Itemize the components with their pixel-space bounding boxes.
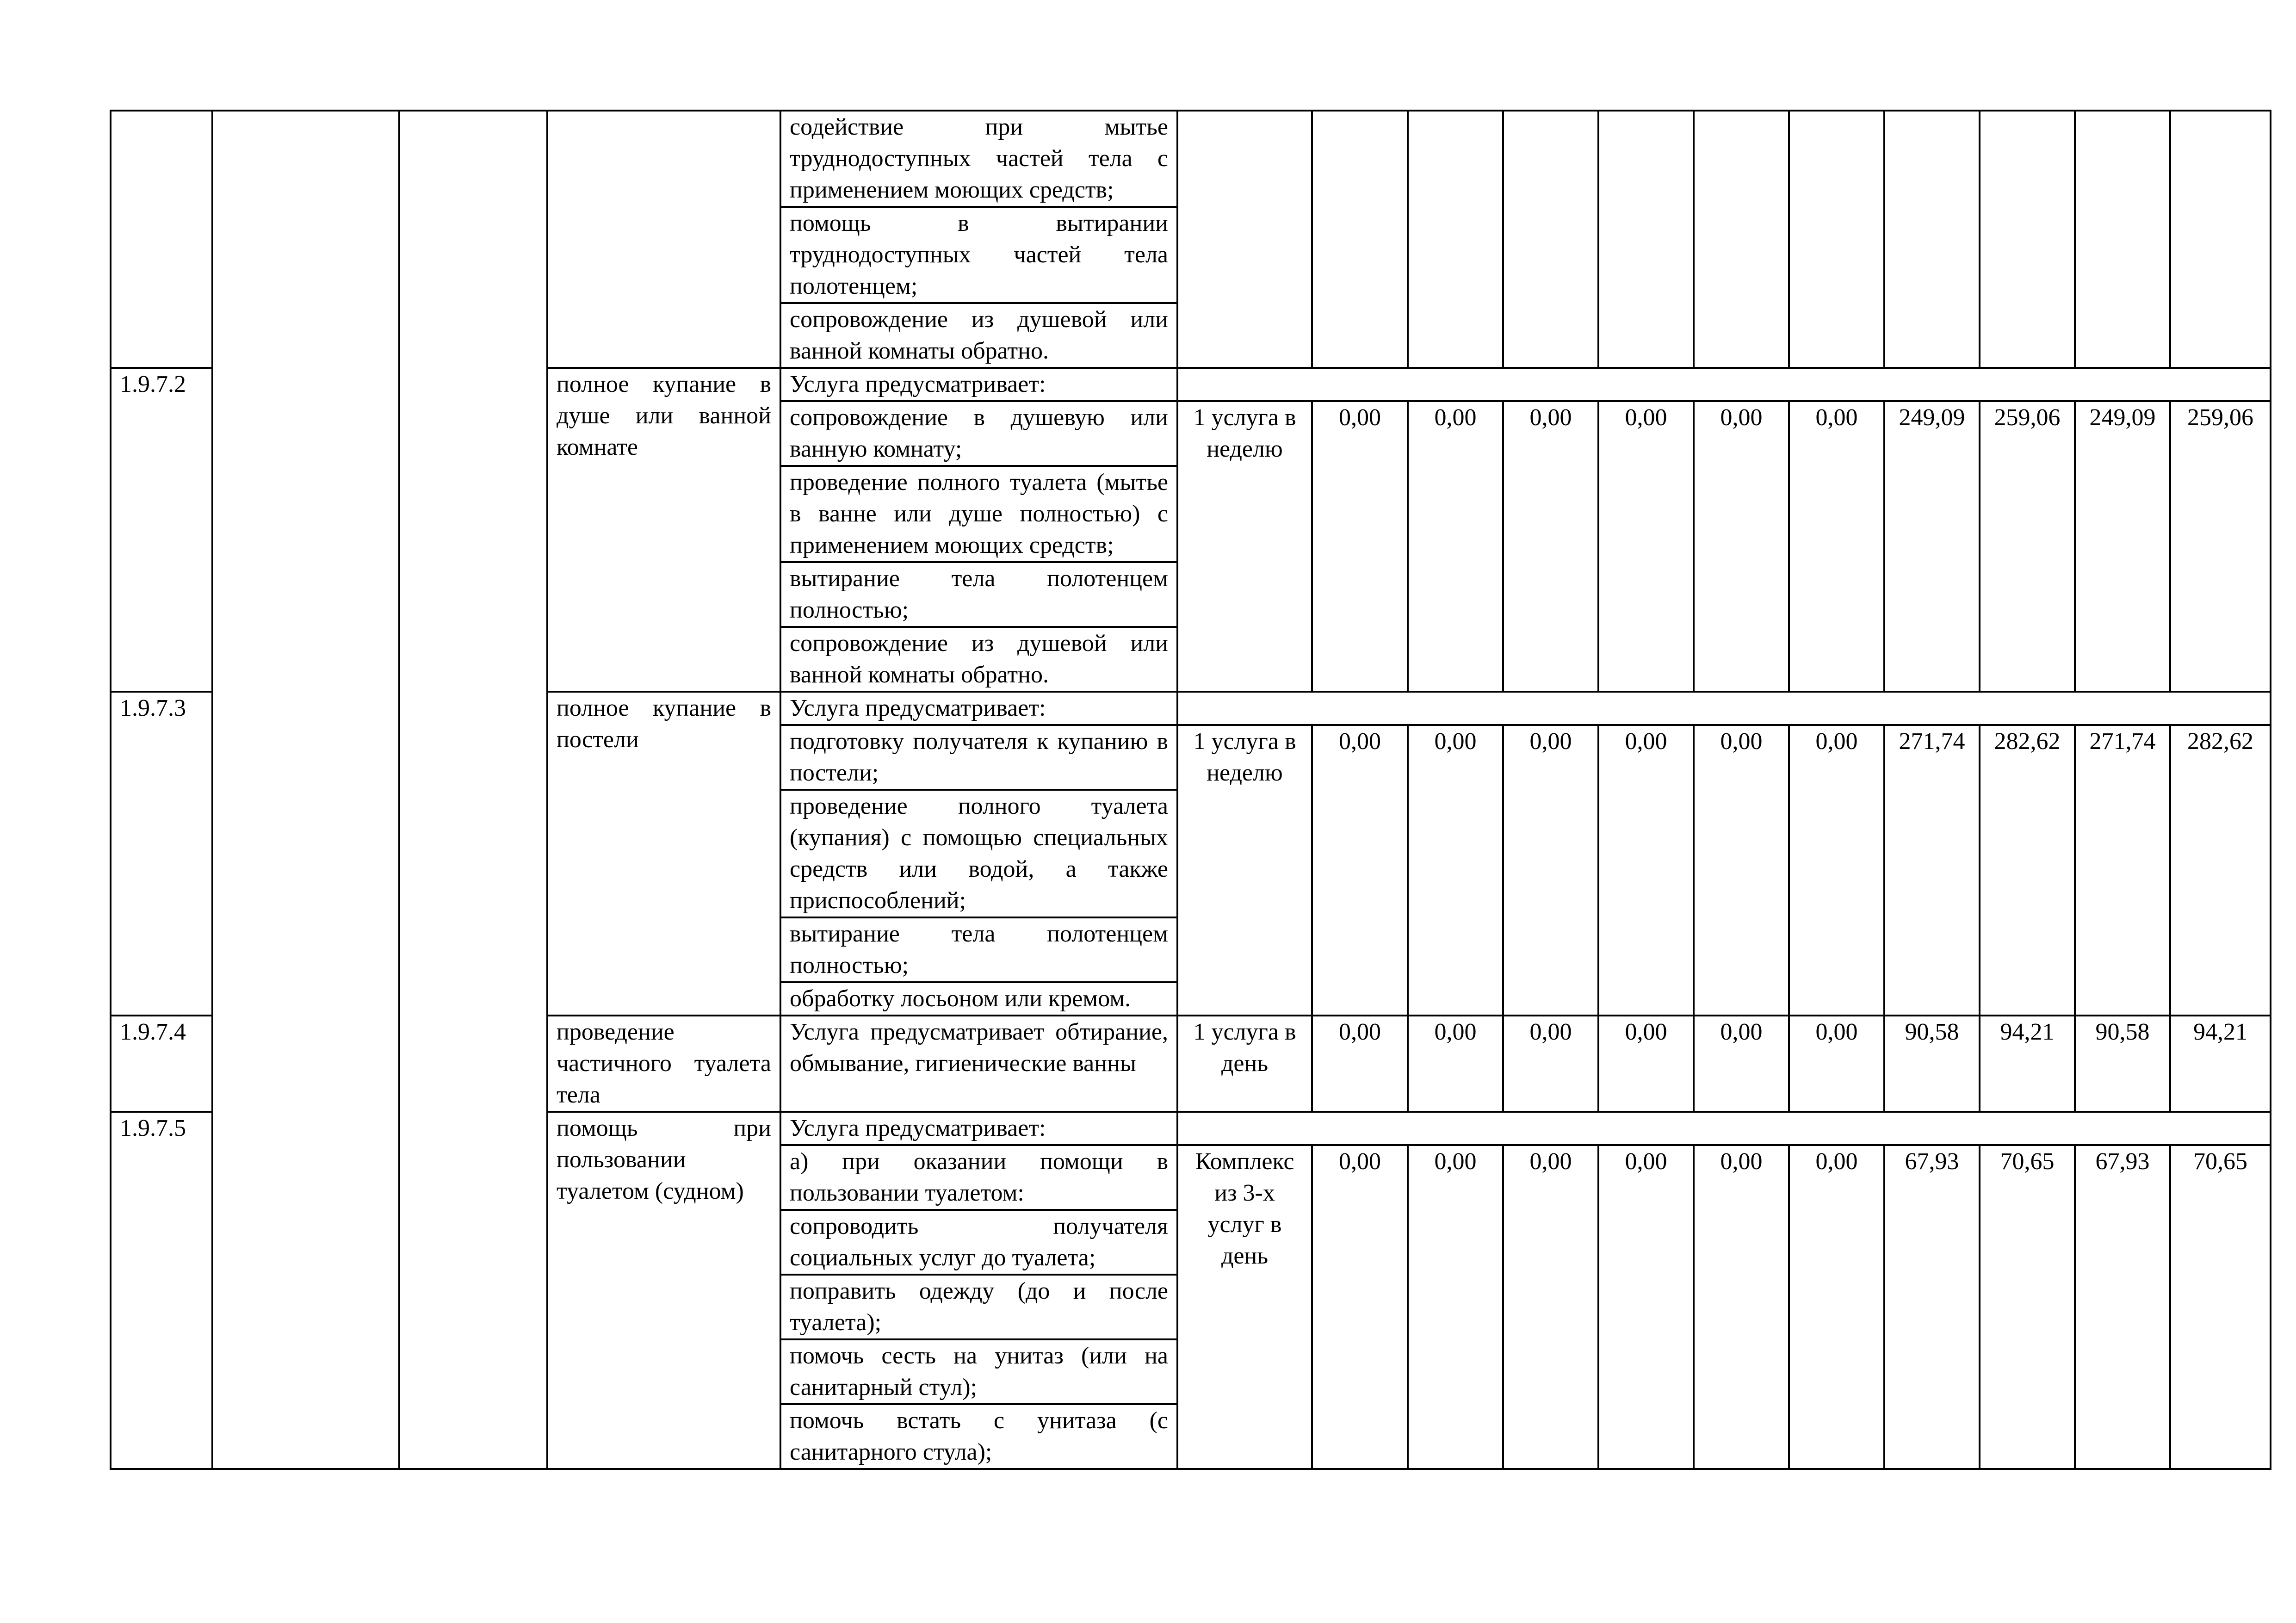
cell-value: 94,21 <box>2170 1016 2271 1112</box>
cell-service-name: полное купание в постели <box>547 692 780 1016</box>
cell-item: сопровождение из душевой или ванной комнаты обратно. <box>780 627 1177 692</box>
cell-value: 94,21 <box>1980 1016 2075 1112</box>
cell-value <box>1598 111 1694 368</box>
cell-item: сопровождение из душевой или ванной комнаты обратно. <box>780 303 1177 368</box>
cell-code: 1.9.7.5 <box>111 1112 212 1469</box>
cell-value <box>1980 111 2075 368</box>
cell-item: вытирание тела полотенцем полностью; <box>780 917 1177 982</box>
cell-code: 1.9.7.3 <box>111 692 212 1016</box>
cell-value: 0,00 <box>1598 401 1694 692</box>
cell-value: 0,00 <box>1503 1145 1598 1469</box>
cell-value <box>1503 111 1598 368</box>
cell-value: 0,00 <box>1408 725 1503 1016</box>
cell-code: 1.9.7.2 <box>111 368 212 692</box>
cell-item: поправить одежду (до и после туалета); <box>780 1275 1177 1339</box>
tariff-table <box>110 110 2271 1470</box>
cell-value: 90,58 <box>1884 1016 1980 1112</box>
cell-item: помощь в вытирании труднодоступных частей тела полотенцем; <box>780 207 1177 303</box>
cell-value: 70,65 <box>2170 1145 2271 1469</box>
cell-value: 249,09 <box>1884 401 1980 692</box>
cell-intro-blank <box>1177 692 2271 725</box>
cell-unit: 1 услуга в неделю <box>1177 401 1312 692</box>
cell-value: 259,06 <box>1980 401 2075 692</box>
cell-item: а) при оказании помощи в пользовании туалетом: <box>780 1145 1177 1210</box>
cell-value: 249,09 <box>2075 401 2170 692</box>
cell-value <box>1408 111 1503 368</box>
cell-value: 0,00 <box>1503 401 1598 692</box>
cell-item: подготовку получателя к купанию в постели; <box>780 725 1177 790</box>
cell-value: 0,00 <box>1312 1016 1408 1112</box>
cell-code <box>111 111 212 368</box>
cell-intro: Услуга предусматривает: <box>780 1112 1177 1145</box>
cell-value: 0,00 <box>1694 1016 1789 1112</box>
cell-value <box>1884 111 1980 368</box>
cell-value: 0,00 <box>1694 401 1789 692</box>
cell-item: помочь встать с унитаза (с санитарного стула); <box>780 1404 1177 1469</box>
cell-value <box>2170 111 2271 368</box>
cell-value: 0,00 <box>1789 1145 1884 1469</box>
cell-value: 0,00 <box>1789 725 1884 1016</box>
cell-value: 0,00 <box>1598 1145 1694 1469</box>
cell-value <box>1789 111 1884 368</box>
cell-value: 0,00 <box>1312 1145 1408 1469</box>
cell-value: 259,06 <box>2170 401 2271 692</box>
cell-value: 0,00 <box>1503 1016 1598 1112</box>
cell-blank-col-2 <box>212 111 399 1469</box>
cell-service-name: полное купание в душе или ванной комнате <box>547 368 780 692</box>
table-body <box>111 111 2271 1469</box>
cell-value: 282,62 <box>2170 725 2271 1016</box>
cell-value: 0,00 <box>1789 401 1884 692</box>
cell-unit: 1 услуга в неделю <box>1177 725 1312 1016</box>
cell-value: 0,00 <box>1408 401 1503 692</box>
cell-unit: 1 услуга в день <box>1177 1016 1312 1112</box>
cell-value: 90,58 <box>2075 1016 2170 1112</box>
cell-item: сопроводить получателя социальных услуг до туалета; <box>780 1210 1177 1275</box>
cell-intro-blank <box>1177 1112 2271 1145</box>
cell-item: вытирание тела полотенцем полностью; <box>780 562 1177 627</box>
cell-value: 0,00 <box>1503 725 1598 1016</box>
cell-value <box>2075 111 2170 368</box>
cell-value: 0,00 <box>1598 725 1694 1016</box>
cell-item: проведение полного туалета (мытье в ванне или душе полностью) с применением моющих средств; <box>780 466 1177 562</box>
cell-intro: Услуга предусматривает: <box>780 692 1177 725</box>
cell-value: 271,74 <box>1884 725 1980 1016</box>
cell-blank-col-3 <box>399 111 547 1469</box>
cell-item: содействие при мытье труднодоступных частей тела с применением моющих средств; <box>780 111 1177 207</box>
cell-value: 0,00 <box>1312 401 1408 692</box>
cell-value: 0,00 <box>1694 1145 1789 1469</box>
cell-item: обработку лосьоном или кремом. <box>780 982 1177 1016</box>
cell-item: сопровождение в душевую или ванную комнату; <box>780 401 1177 466</box>
cell-value: 67,93 <box>1884 1145 1980 1469</box>
cell-value: 0,00 <box>1694 725 1789 1016</box>
cell-service-name: проведение частичного туалета тела <box>547 1016 780 1112</box>
cell-item: проведение полного туалета (купания) с помощью специальных средств или водой, а также приспособлений; <box>780 790 1177 917</box>
cell-unit <box>1177 111 1312 368</box>
cell-code: 1.9.7.4 <box>111 1016 212 1112</box>
cell-value <box>1694 111 1789 368</box>
cell-unit: Комплекс из 3-х услуг в день <box>1177 1145 1312 1469</box>
cell-service-name: помощь при пользовании туалетом (судном) <box>547 1112 780 1469</box>
cell-value: 0,00 <box>1408 1145 1503 1469</box>
cell-intro: Услуга предусматривает: <box>780 368 1177 401</box>
table-row <box>111 111 2271 207</box>
cell-intro-blank <box>1177 368 2271 401</box>
cell-value: 282,62 <box>1980 725 2075 1016</box>
cell-item: помочь сесть на унитаз (или на санитарный стул); <box>780 1339 1177 1404</box>
cell-value: 0,00 <box>1598 1016 1694 1112</box>
cell-value: 70,65 <box>1980 1145 2075 1469</box>
cell-service-name <box>547 111 780 368</box>
cell-value: 0,00 <box>1789 1016 1884 1112</box>
cell-item: Услуга предусматривает обтирание, обмывание, гигиенические ванны <box>780 1016 1177 1112</box>
cell-value: 0,00 <box>1312 725 1408 1016</box>
cell-value: 67,93 <box>2075 1145 2170 1469</box>
cell-value: 0,00 <box>1408 1016 1503 1112</box>
cell-value: 271,74 <box>2075 725 2170 1016</box>
cell-value <box>1312 111 1408 368</box>
